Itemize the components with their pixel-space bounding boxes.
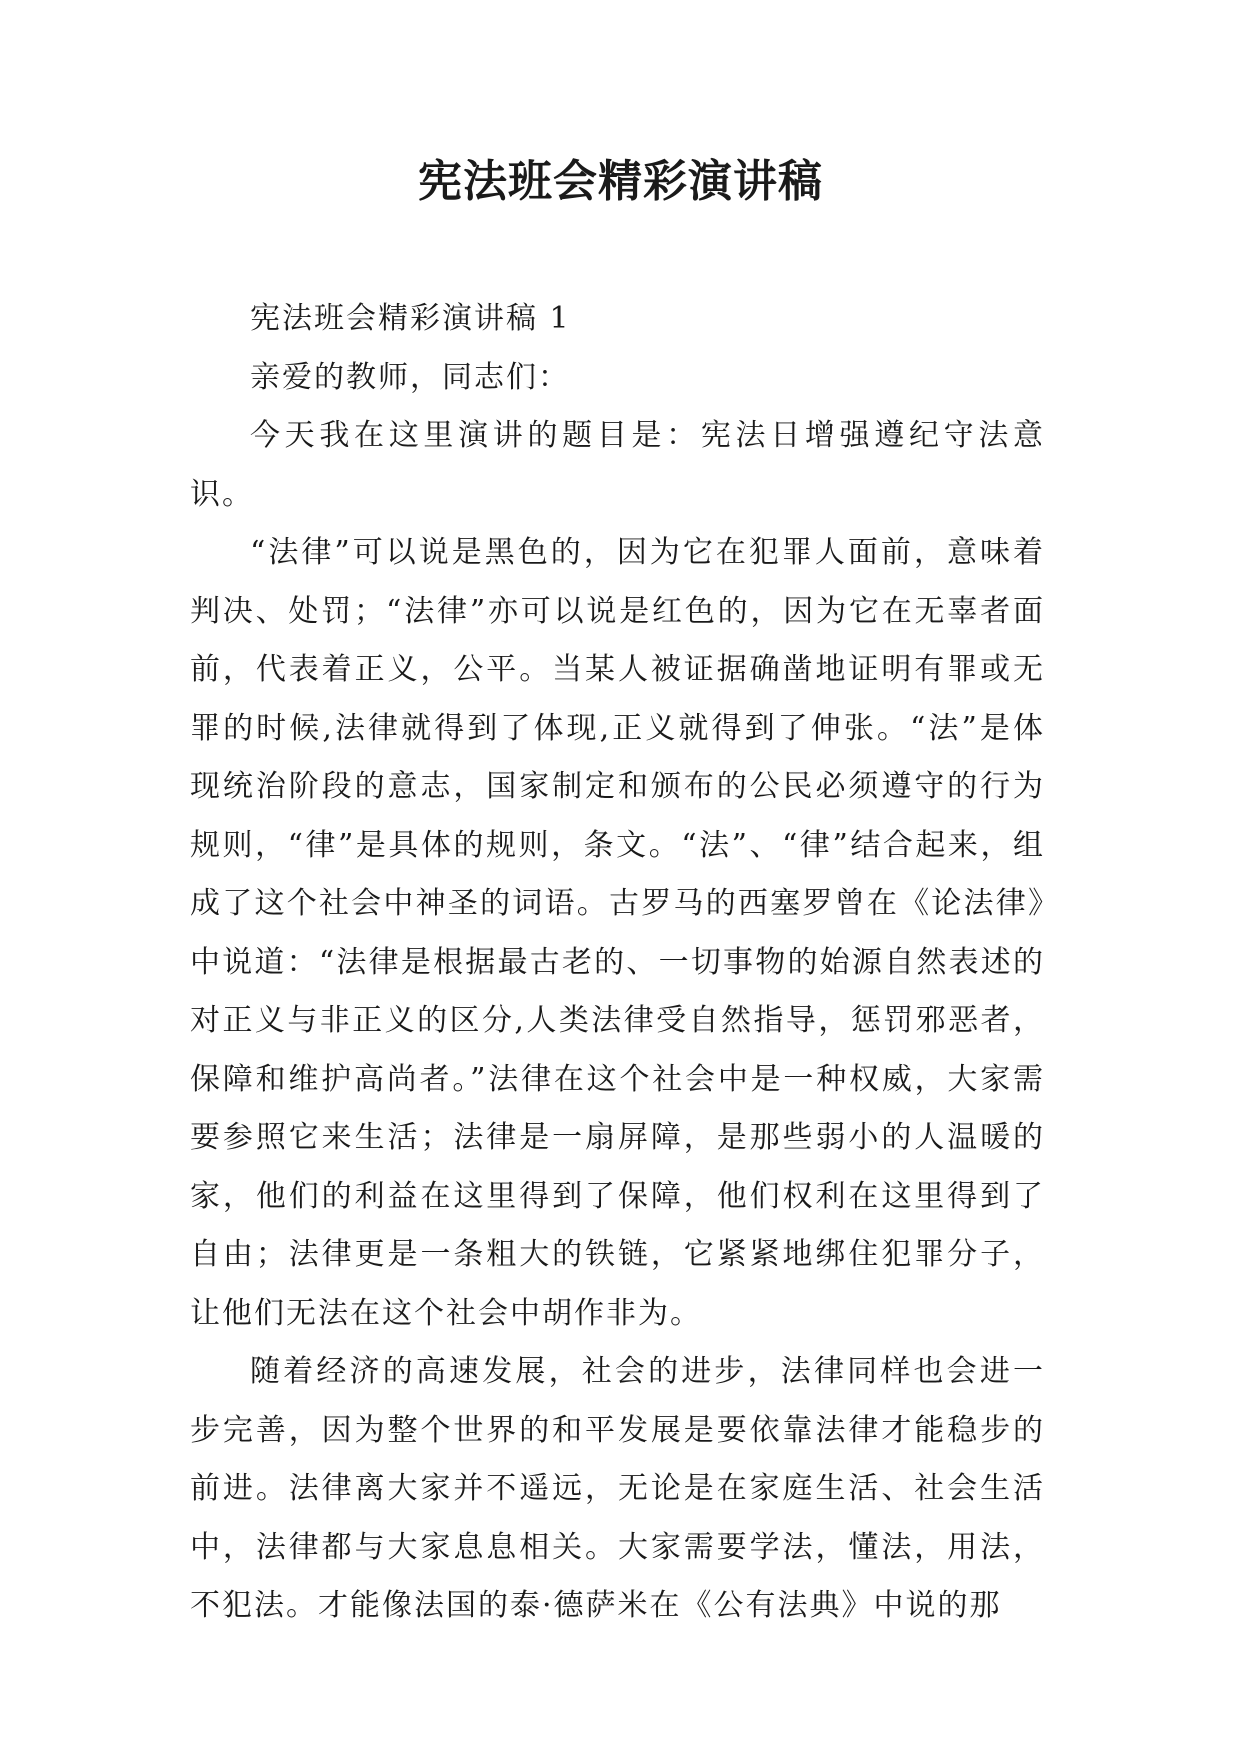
document-body (190, 290, 1045, 1636)
document-title: 宪法班会精彩演讲稿 (418, 156, 823, 207)
subtitle-paragraph: 宪法班会精彩演讲稿 1 (250, 301, 571, 336)
salutation-paragraph: 亲爱的教师，同志们： (250, 359, 570, 395)
body-paragraph: “法律”可以说是黑色的，因为它在犯罪人面前，意味着判决、处罚；“法律”亦可以说是红色的，因为它在无辜者面前，代表着正义，公平。当某人被证据确凿地证明有罪或无罪的时候,法律就得到了体现,正义就得到了伸张。“法”是体现统治阶段的意志，国家制定和颁布的公民必须遵守的行为规则，“律”是具体的规则，条文。“法”、“律”结合起来，组成了这个社会中神圣的词语。古罗马的西塞罗曾在《论法律》中说道：“法律是根据最古老的、一切事物的始源自然表述的对正义与非正义的区分,人类法律受自然指导，惩罚邪恶者，保障和维护高尚者。”法律在这个社会中是一种权威，大家需要参照它来生活；法律是一扇屏障，是那些弱小的人温暖的家，他们的利益在这里得到了保障，他们权利在这里得到了自由；法律更是一条粗大的铁链，它紧紧地绑住犯罪分子，让他们无法在这个社会中胡作非为。 (190, 535, 1045, 1331)
topic-paragraph: 今天我在这里演讲的题目是：宪法日增强遵纪守法意识。 (190, 418, 1045, 512)
body-paragraph: 随着经济的高速发展，社会的进步，法律同样也会进一步完善，因为整个世界的和平发展是要依靠法律才能稳步的前进。法律离大家并不遥远，无论是在家庭生活、社会生活中，法律都与大家息息相关。大家需要学法，懂法，用法，不犯法。才能像法国的泰·德萨米在《公有法典》中说的那 (190, 1354, 1045, 1623)
